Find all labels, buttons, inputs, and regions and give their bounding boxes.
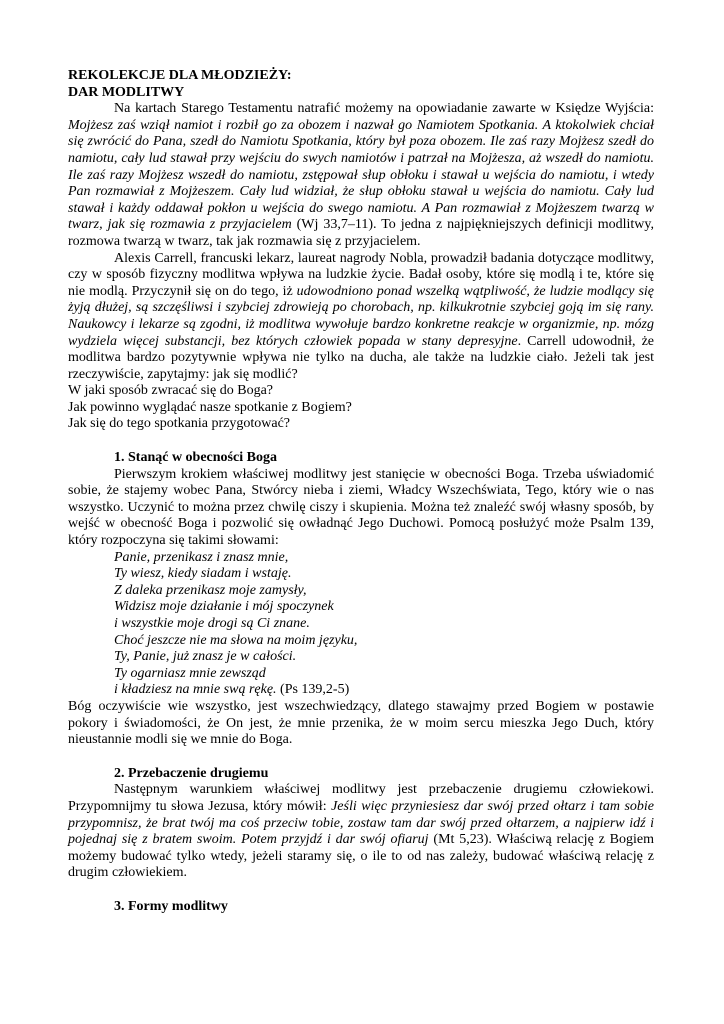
document-subtitle: DAR MODLITWY <box>68 84 185 100</box>
question-2: Jak powinno wyglądać nasze spotkanie z Bogiem? <box>68 399 352 415</box>
psalm-line: Choć jeszcze nie ma słowa na moim języku, <box>114 632 358 648</box>
psalm-line: i kładziesz na mnie swą rękę. <box>114 682 277 698</box>
psalm-line: Ty, Panie, już znasz je w całości. <box>114 649 297 665</box>
section-2-body: Następnym warunkiem właściwej modlitwy jest przebaczenie drugiemu człowiekowi. Przypomnijmy tu słowa Jezusa, który mówił: Jeśli więc przyniesiesz dar swój przed ołtarz i tam sobie przypomnisz, że brat twój ma coś przeciw tobie, zostaw tam dar swój przed ołtarzem, a najpierw idź i pojednaj się z bratem swoim. Potem przyjdź i dar swój ofiaruj (Mt 5,23). Właściwą relację z Bogiem możemy budować tylko wtedy, jeżeli staramy się, o ile to od nas zależy, budować właściwą relację z drugim człowiekiem. <box>68 782 655 881</box>
psalm-line: Z daleka przenikasz moje zamysły, <box>114 582 307 598</box>
exodus-quote: Mojżesz zaś wziął namiot i rozbił go za obozem i nazwał go Namiotem Spotkania. A ktokolwiek chciał się zwrócić do Pana, szedł do Namiotu Spotkania, który był poza obozem. Ile zaś razy Mojżesz szedł do namiotu, cały lud stawał przy wejściu do swych namiotów i patrzał na Mojżesza, aż wszedł do namiotu. Ile zaś razy Mojżesz wszedł do namiotu, zstępował słup obłoku i stawał u wejścia do namiotu, i wtedy Pan rozmawiał z Mojżeszem. Cały lud widział, że słup obłoku stawał u wejścia do namiotu. Cały lud stawał i każdy oddawał pokłon u wejścia do swego namiotu. A Pan rozmawiał z Mojżeszem twarzą w twarz, jak się rozmawia z przyjacielem <box>68 117 654 233</box>
question-3: Jak się do tego spotkania przygotować? <box>68 416 290 432</box>
psalm-line: Ty ogarniasz mnie zewsząd <box>114 665 266 681</box>
document-page <box>68 68 654 916</box>
section-1-after: Bóg oczywiście wie wszystko, jest wszechwiedzący, dlatego stawajmy przed Bogiem w postawie pokory i świadomości, że On jest, że mnie przenika, że w moim sercu mieszka Jego Duch, który nieustannie modli się we mnie do Boga. <box>68 698 654 748</box>
psalm-line: i wszystkie moje drogi są Ci znane. <box>114 616 310 631</box>
psalm-line: Ty wiesz, kiedy siadam i wstaję. <box>114 566 292 582</box>
intro-paragraph: Na kartach Starego Testamentu natrafić możemy na opowiadanie zawarte w Księdze Wyjścia: Mojżesz zaś wziął namiot i rozbił go za obozem i nazwał go Namiotem Spotkania. A ktokolwiek chciał się zwrócić do Pana, szedł do Namiotu Spotkania, który był poza obozem. Ile zaś razy Mojżesz szedł do namiotu, cały lud stawał przy wejściu do swych namiotów i patrzał na Mojżesza, aż wszedł do namiotu. Ile zaś razy Mojżesz wszedł do namiotu, zstępował słup obłoku i stawał u wejścia do namiotu, i wtedy Pan rozmawiał z Mojżeszem. Cały lud widział, że słup obłoku stawał u wejścia do namiotu. Cały lud stawał i każdy oddawał pokłon u wejścia do swego namiotu. A Pan rozmawiał z Mojżeszem twarzą w twarz, jak się rozmawia z przyjacielem (Wj 33,7–11). To jedna z najpiękniejszych definicji modlitwy, rozmowa twarzą w twarz, tak jak rozmawia się z przyjacielem. <box>68 101 654 249</box>
document-title: REKOLEKCJE DLA MŁODZIEŻY: <box>68 68 292 83</box>
section-1-body: Pierwszym krokiem właściwej modlitwy jest stanięcie w obecności Boga. Trzeba uświadomić sobie, że stajemy wobec Pana, Stwórcy nieba i ziemi, Władcy Wszechświata, Tego, który wie o nas wszystko. Uczynić to można przez chwilę ciszy i skupienia. Można też znaleźć swój własny sposób, by wejść w obecność Boga i pozwolić się owładnąć Jego Duchowi. Pomocą posłużyć może Psalm 139, który rozpoczyna się takimi słowami: <box>68 466 654 549</box>
matthew-quote: Jeśli więc przyniesiesz dar swój przed ołtarz i tam sobie przypomnisz, że brat twój ma coś przeciw tobie, zostaw tam dar swój przed ołtarzem, a najpierw idź i pojednaj się z bratem swoim. Potem przyjdź i dar swój ofiaruj <box>68 798 655 848</box>
carrell-paragraph: Alexis Carrell, francuski lekarz, laureat nagrody Nobla, prowadził badania dotyczące modlitwy, czy w sposób fizyczny modlitwa wpływa na ludzkie życie. Badał osoby, które się modlą i te, które się nie modlą. Przyczynił się on do tego, iż udowodniono ponad wszelką wątpliwość, że ludzie modlący się żyją dłużej, są szczęśliwsi i szybciej zdrowieją po chorobach, np. kilkukrotnie szybciej goją im się rany. Naukowcy i lekarze są zgodni, iż modlitwa wywołuje bardzo konkretne reakcje w organizmie, np. mózg wydziela więcej substancji, bez których człowiek popada w stany depresyjne. Carrell udowodnił, że modlitwa bardzo pozytywnie wpływa nie tylko na ducha, ale także na ludzkie ciało. Jeżeli tak jest rzeczywiście, zapytajmy: jak się modlić? <box>68 250 654 382</box>
psalm-reference: (Ps 139,2-5) <box>276 682 350 698</box>
carrell-quote: udowodniono ponad wszelką wątpliwość, że ludzie modlący się żyją dłużej, są szczęśliwsi i szybciej zdrowieją po chorobach, np. kilkukrotnie szybciej goją im się rany. Naukowcy i lekarze są zgodni, iż modlitwa wywołuje bardzo konkretne reakcje w organizmie, np. mózg wydziela więcej substancji, bez których człowiek popada w stany depresyjne <box>68 283 654 349</box>
psalm-line: Panie, przenikasz i znasz mnie, <box>114 549 289 565</box>
section-2-heading: 2. Przebaczenie drugiemu <box>114 765 269 781</box>
psalm-line: Widzisz moje działanie i mój spoczynek <box>114 599 334 615</box>
section-3-heading: 3. Formy modlitwy <box>114 898 228 914</box>
question-1: W jaki sposób zwracać się do Boga? <box>68 383 274 399</box>
psalm-quote <box>114 550 654 699</box>
section-1-heading: 1. Stanąć w obecności Boga <box>114 450 277 466</box>
